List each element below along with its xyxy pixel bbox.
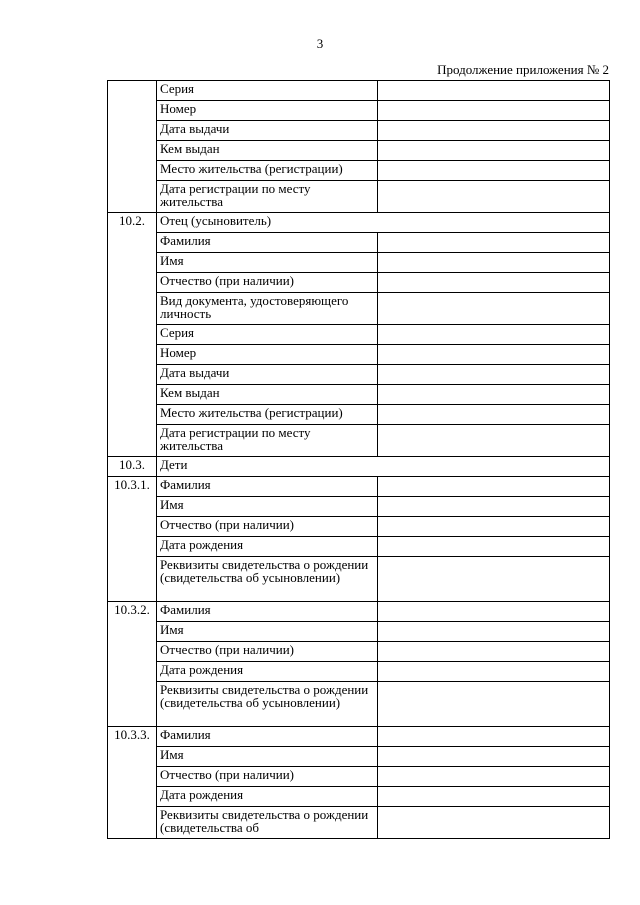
field-label: Серия [157,81,378,101]
field-label: Отчество (при наличии) [157,517,378,537]
table-row [108,787,610,807]
table-row [108,497,610,517]
table-row [108,807,610,839]
field-value-cell[interactable] [378,141,610,161]
field-label: Имя [157,622,378,642]
table-row [108,181,610,213]
table-row [108,293,610,325]
table-row [108,385,610,405]
field-value-cell[interactable] [378,787,610,807]
section-number-cell: 10.3. [108,457,157,477]
field-label: Серия [157,325,378,345]
page-number: 3 [316,36,324,51]
field-value-cell[interactable] [378,727,610,747]
field-value-cell[interactable] [378,181,610,213]
section-number-cell: 10.3.3. [108,727,157,839]
table-row [108,425,610,457]
field-label: Дата рождения [157,787,378,807]
field-value-cell[interactable] [378,121,610,141]
field-value-cell[interactable] [378,81,610,101]
field-label: Имя [157,253,378,273]
field-value-cell[interactable] [378,425,610,457]
appendix-continuation-note: Продолжение приложения № 2 [437,62,609,77]
field-label: Отчество (при наличии) [157,642,378,662]
field-value-cell[interactable] [378,405,610,425]
field-value-cell[interactable] [378,662,610,682]
table-row [108,365,610,385]
field-value-cell[interactable] [378,345,610,365]
field-label: Дата рождения [157,537,378,557]
table-row [108,273,610,293]
field-value-cell[interactable] [378,477,610,497]
section-header-row [108,213,610,233]
table-row [108,253,610,273]
table-row [108,537,610,557]
table-row [108,325,610,345]
field-value-cell[interactable] [378,325,610,345]
table-row [108,101,610,121]
section-title: Дети [157,457,610,477]
field-value-cell[interactable] [378,602,610,622]
field-value-cell[interactable] [378,537,610,557]
table-row [108,405,610,425]
section-number-cell: 10.3.2. [108,602,157,727]
field-value-cell[interactable] [378,557,610,602]
field-value-cell[interactable] [378,233,610,253]
field-label: Вид документа, удостоверяющего личность [157,293,378,325]
field-value-cell[interactable] [378,517,610,537]
field-value-cell[interactable] [378,365,610,385]
section-number-cell [108,81,157,213]
field-label: Дата выдачи [157,365,378,385]
field-value-cell[interactable] [378,101,610,121]
field-label: Фамилия [157,477,378,497]
field-label: Номер [157,101,378,121]
table-row [108,81,610,101]
table-row [108,767,610,787]
field-label: Дата регистрации по месту жительства [157,181,378,213]
table-row [108,642,610,662]
field-label: Место жительства (регистрации) [157,161,378,181]
table-row [108,602,610,622]
field-label: Фамилия [157,233,378,253]
table-row [108,727,610,747]
field-label: Реквизиты свидетельства о рождении (свидетельства об усыновлении) [157,682,378,727]
field-label: Дата рождения [157,662,378,682]
field-value-cell[interactable] [378,273,610,293]
table-row [108,161,610,181]
table-row [108,477,610,497]
field-value-cell[interactable] [378,807,610,839]
field-label: Реквизиты свидетельства о рождении (свидетельства об усыновлении) [157,557,378,602]
form-table [107,80,610,839]
field-label: Фамилия [157,602,378,622]
table-row [108,517,610,537]
field-label: Фамилия [157,727,378,747]
field-value-cell[interactable] [378,682,610,727]
table-row [108,233,610,253]
field-label: Имя [157,747,378,767]
field-label: Отчество (при наличии) [157,273,378,293]
field-label: Кем выдан [157,385,378,405]
table-row [108,557,610,602]
table-row [108,747,610,767]
field-label: Место жительства (регистрации) [157,405,378,425]
field-value-cell[interactable] [378,161,610,181]
field-label: Имя [157,497,378,517]
table-row [108,622,610,642]
section-number-cell: 10.2. [108,213,157,457]
field-label: Номер [157,345,378,365]
field-value-cell[interactable] [378,767,610,787]
table-row [108,682,610,727]
field-value-cell[interactable] [378,622,610,642]
table-row [108,121,610,141]
field-value-cell[interactable] [378,497,610,517]
field-label: Кем выдан [157,141,378,161]
field-value-cell[interactable] [378,293,610,325]
section-title: Отец (усыновитель) [157,213,610,233]
field-value-cell[interactable] [378,253,610,273]
field-value-cell[interactable] [378,747,610,767]
section-number-cell: 10.3.1. [108,477,157,602]
table-row [108,141,610,161]
table-row [108,345,610,365]
field-label: Реквизиты свидетельства о рождении (свидетельства об [157,807,378,839]
section-header-row [108,457,610,477]
table-row [108,662,610,682]
field-label: Отчество (при наличии) [157,767,378,787]
field-label: Дата выдачи [157,121,378,141]
field-value-cell[interactable] [378,385,610,405]
field-label: Дата регистрации по месту жительства [157,425,378,457]
field-value-cell[interactable] [378,642,610,662]
